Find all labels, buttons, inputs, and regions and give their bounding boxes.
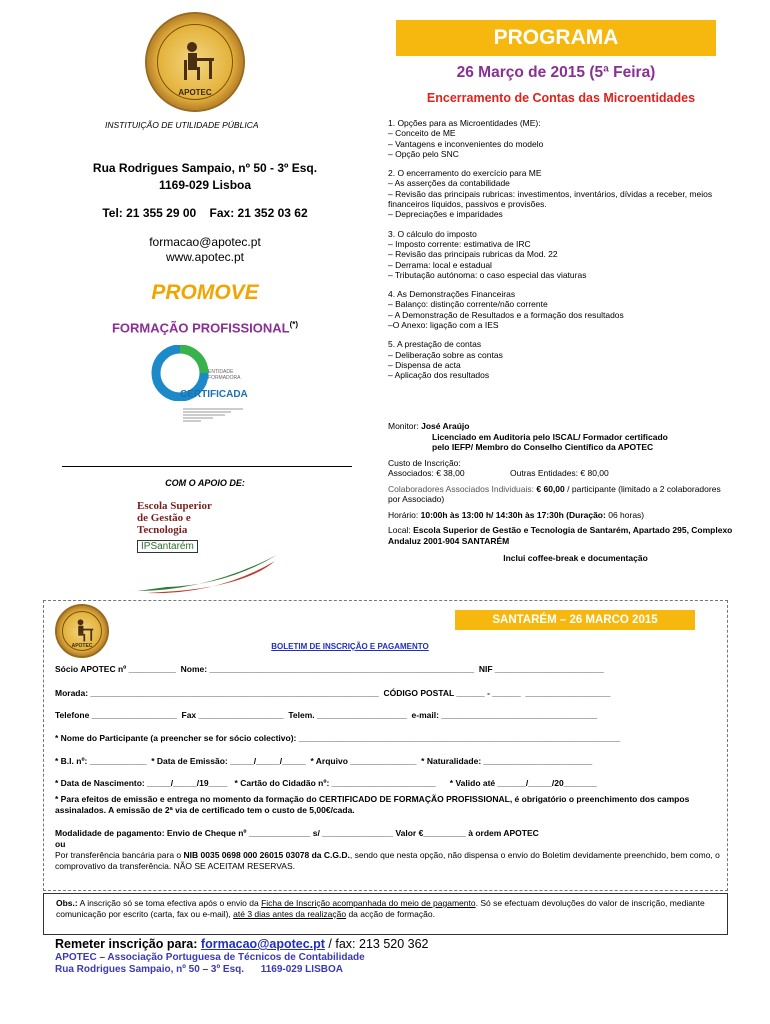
- address-line-1: Rua Rodrigues Sampaio, nº 50 - 3º Esq.: [92, 161, 318, 175]
- program-item: –O Anexo: ligação com a IES: [388, 320, 499, 331]
- institution-label: INSTITUIÇÃO DE UTILIDADE PÚBLICA: [105, 120, 259, 130]
- inclui: Inclui coffee-break e documentação: [503, 553, 648, 563]
- program-section-title: 3. O cálculo do imposto: [388, 228, 477, 239]
- local: [388, 525, 733, 546]
- certificate-note: * Para efeitos de emissão e entrega no momento da formação do CERTIFICADO DE FORMAÇÃO PROFISSIONAL, é obrigatório o preenchimento dos campos assinalados. A emissão de 2ª via de certificado tem o custo de 5,00€/cada.: [55, 794, 690, 815]
- field-contactos[interactable]: Telefone __________________ Fax __________________ Telem. ___________________ e-mail: _________________________________: [55, 710, 598, 720]
- obs-link-1: Ficha de Inscrição acompanhada do meio de pagamento: [261, 898, 476, 908]
- price-colab: [388, 484, 733, 505]
- esg-santarem-logo: [137, 500, 277, 595]
- obs-text-3: da acção de formação.: [346, 909, 435, 919]
- program-item: – Balanço: distinção corrente/não corrente: [388, 299, 548, 310]
- monitor-cred-1: Licenciado em Auditoria pelo ISCAL/ Formador certificado: [432, 431, 668, 442]
- local-value: Escola Superior de Gestão e Tecnologia de Santarém, Apartado 295, Complexo Andaluz 2001-904 SANTARÉM: [388, 525, 733, 546]
- monitor-name: José Araújo: [421, 421, 470, 431]
- esg-line-1: Escola Superior: [137, 500, 212, 512]
- address: [60, 160, 350, 194]
- program-item: – Dispensa de acta: [388, 359, 461, 370]
- price-associados: Associados: € 38,00: [388, 468, 465, 478]
- footer-fax: / fax: 213 520 362: [324, 937, 429, 951]
- program-item: – A Demonstração de Resultados e a formação dos resultados: [388, 309, 624, 320]
- program-item: – Aplicação dos resultados: [388, 370, 490, 381]
- nib: NIB 0035 0698 000 26015 03078 da C.G.D.: [183, 850, 350, 860]
- program-section: [388, 289, 733, 330]
- monitor-label: Monitor:: [388, 421, 419, 431]
- obs-text-1: A inscrição só se toma efectiva após o envio da: [77, 898, 262, 908]
- program-section: [388, 339, 733, 380]
- obs-text-2: . Só se efectuam devoluções do valor de inscrição, mediante comunicação por escrito (carta, fax ou e-mail),: [56, 898, 705, 919]
- program-item: – Depreciações e imparidades: [388, 209, 503, 220]
- certification-badge: [150, 345, 260, 405]
- custo-label: Custo de Inscrição:: [388, 457, 461, 468]
- program-section: [388, 168, 733, 219]
- program-item: – Revisão das principais rubricas: investimentos, inventários, dívidas a receber, meios financeiros líquidos, passivos e provisões.: [388, 188, 713, 210]
- price-row: [388, 468, 733, 479]
- formacao-text: FORMAÇÃO PROFISSIONAL: [111, 320, 290, 336]
- program-item: – Tributação autónoma: o caso especial das viaturas: [388, 269, 587, 280]
- monitor-line: [388, 421, 733, 432]
- field-participante[interactable]: * Nome do Participante (a preencher se for sócio colectivo): ____________________________________________________________________: [55, 733, 621, 743]
- formacao-heading: [60, 320, 350, 335]
- price-outras: Outras Entidades: € 80,00: [510, 468, 609, 478]
- course-title: Encerramento de Contas das Microentidades: [426, 91, 696, 105]
- contacts: [60, 235, 350, 265]
- divider: [62, 466, 352, 467]
- transfer-note: [55, 850, 720, 871]
- program-section-title: 2. O encerramento do exercício para ME: [388, 168, 542, 179]
- footer-email-link[interactable]: formacao@apotec.pt: [200, 937, 325, 951]
- duracao-value: 06 horas): [608, 509, 645, 520]
- obs-label: Obs.:: [56, 898, 78, 908]
- footer-apotec-2: Rua Rodrigues Sampaio, nº 50 – 3º Esq. 1169-029 LISBOA: [55, 964, 343, 975]
- apotec-logo: [145, 12, 245, 112]
- form-title: BOLETIM DE INSCRIÇÃO E PAGAMENTO: [271, 642, 429, 651]
- transfer-2: , sendo que nesta opção, não dispensa o envio do Boletim devidamente preenchido, bem como, o comprovativo da transferência. NÃO SE ACEITAM RESERVAS.: [55, 850, 720, 871]
- logo-text-small: APOTEC: [71, 643, 93, 649]
- website-link[interactable]: www.apotec.pt: [165, 250, 245, 264]
- ips-label: IPSantarém: [137, 540, 198, 553]
- program-section-title: 5. A prestação de contas: [388, 339, 482, 350]
- cert-certificada: CERTIFICADA: [180, 389, 248, 400]
- cert-entity: ENTIDADE: [208, 369, 234, 375]
- program-section: [388, 229, 733, 280]
- send-to: [55, 937, 429, 951]
- phone-fax: Tel: 21 355 29 00 Fax: 21 352 03 62: [102, 206, 308, 220]
- seated-accountant-icon-small: [73, 618, 95, 644]
- program-item: – Opção pelo SNC: [388, 148, 459, 159]
- cert-formadora: FORMADORA: [208, 375, 241, 381]
- program-item: – As asserções da contabilidade: [388, 178, 510, 189]
- horario-label: Horário:: [388, 509, 419, 520]
- logo-text: APOTEC: [178, 88, 212, 97]
- program-item: – Imposto corrente: estimativa de IRC: [388, 238, 531, 249]
- colab-value: € 60,00: [536, 483, 565, 494]
- field-nascimento[interactable]: * Data de Nascimento: _____/_____/19____ * Cartão do Cidadão nº: ______________________ * Valido até ______/_____/20_______: [55, 778, 597, 788]
- field-pagamento[interactable]: Modalidade de pagamento: Envio de Cheque nº _____________ s/ _______________ Valor €_________ à ordem APOTEC: [55, 828, 539, 838]
- event-date: 26 Março de 2015 (5ª Feira): [456, 64, 656, 81]
- local-label: Local:: [388, 525, 411, 535]
- program-section-title: 4. As Demonstrações Financeiras: [388, 289, 516, 300]
- ou-label: ou: [55, 839, 66, 849]
- course-info: [388, 421, 733, 564]
- cert-labels: [208, 369, 241, 381]
- program-item: – Derrama: local e estadual: [388, 259, 492, 270]
- address-line-2: 1169-029 Lisboa: [158, 178, 252, 192]
- program-item: – Vantagens e inconvenientes do modelo: [388, 138, 544, 149]
- footer-apotec-1: APOTEC – Associação Portuguesa de Técnicos de Contabilidade: [55, 952, 365, 963]
- program-section: [388, 118, 733, 159]
- santarem-banner: SANTARÉM – 26 MARCO 2015: [455, 610, 695, 630]
- obs-link-2: até 3 dias antes da realização: [233, 909, 347, 919]
- program-item: – Conceito de ME: [388, 128, 456, 139]
- horario: [388, 510, 733, 521]
- program-item: – Deliberação sobre as contas: [388, 349, 503, 360]
- cert-fine-print: [183, 407, 243, 423]
- seated-accountant-icon: [179, 40, 217, 84]
- colab-label: Colaboradores Associados Individuais:: [388, 483, 535, 494]
- promove-heading: PROMOVE: [151, 281, 259, 304]
- observations-box: [43, 893, 728, 935]
- formacao-sup: (*): [289, 320, 299, 329]
- remeter-label: Remeter inscrição para:: [55, 937, 198, 951]
- field-bi[interactable]: * B.I. nº: ____________ * Data de Emissão: _____/_____/_____ * Arquivo ______________ * Naturalidade: _______________________: [55, 756, 593, 766]
- esg-line-2: de Gestão e: [137, 512, 191, 524]
- esg-line-3: Tecnologia: [137, 524, 188, 536]
- footer-address: [55, 952, 365, 976]
- monitor-cred-2: pelo IEFP/ Membro do Conselho Científico da APOTEC: [432, 442, 654, 452]
- colab-rest: / participante (limitado a 2 colaboradores por Associado): [388, 483, 721, 504]
- horario-value: 10:00h às 13:00 h/ 14:30h às 17:30h: [420, 509, 564, 520]
- swoosh-icon: [137, 555, 277, 595]
- email-link[interactable]: formacao@apotec.pt: [149, 235, 261, 249]
- programa-banner: PROGRAMA: [396, 20, 716, 56]
- transfer-1: Por transferência bancária para o: [55, 850, 182, 860]
- field-socio-nome-nif[interactable]: Sócio APOTEC nº __________ Nome: ________________________________________________________ NIF _______________________: [55, 664, 604, 674]
- program-section-title: 1. Opções para as Microentidades (ME):: [388, 118, 541, 128]
- support-label: COM O APOIO DE:: [165, 478, 245, 488]
- duracao-label: (Duração:: [566, 509, 606, 520]
- apotec-logo-small: [55, 604, 109, 658]
- program-list: [388, 118, 733, 390]
- program-item: – Revisão das principais rubricas da Mod. 22: [388, 249, 558, 260]
- field-morada[interactable]: Morada: _____________________________________________________________ CÓDIGO POSTAL ______ - ______ __________________: [55, 688, 611, 698]
